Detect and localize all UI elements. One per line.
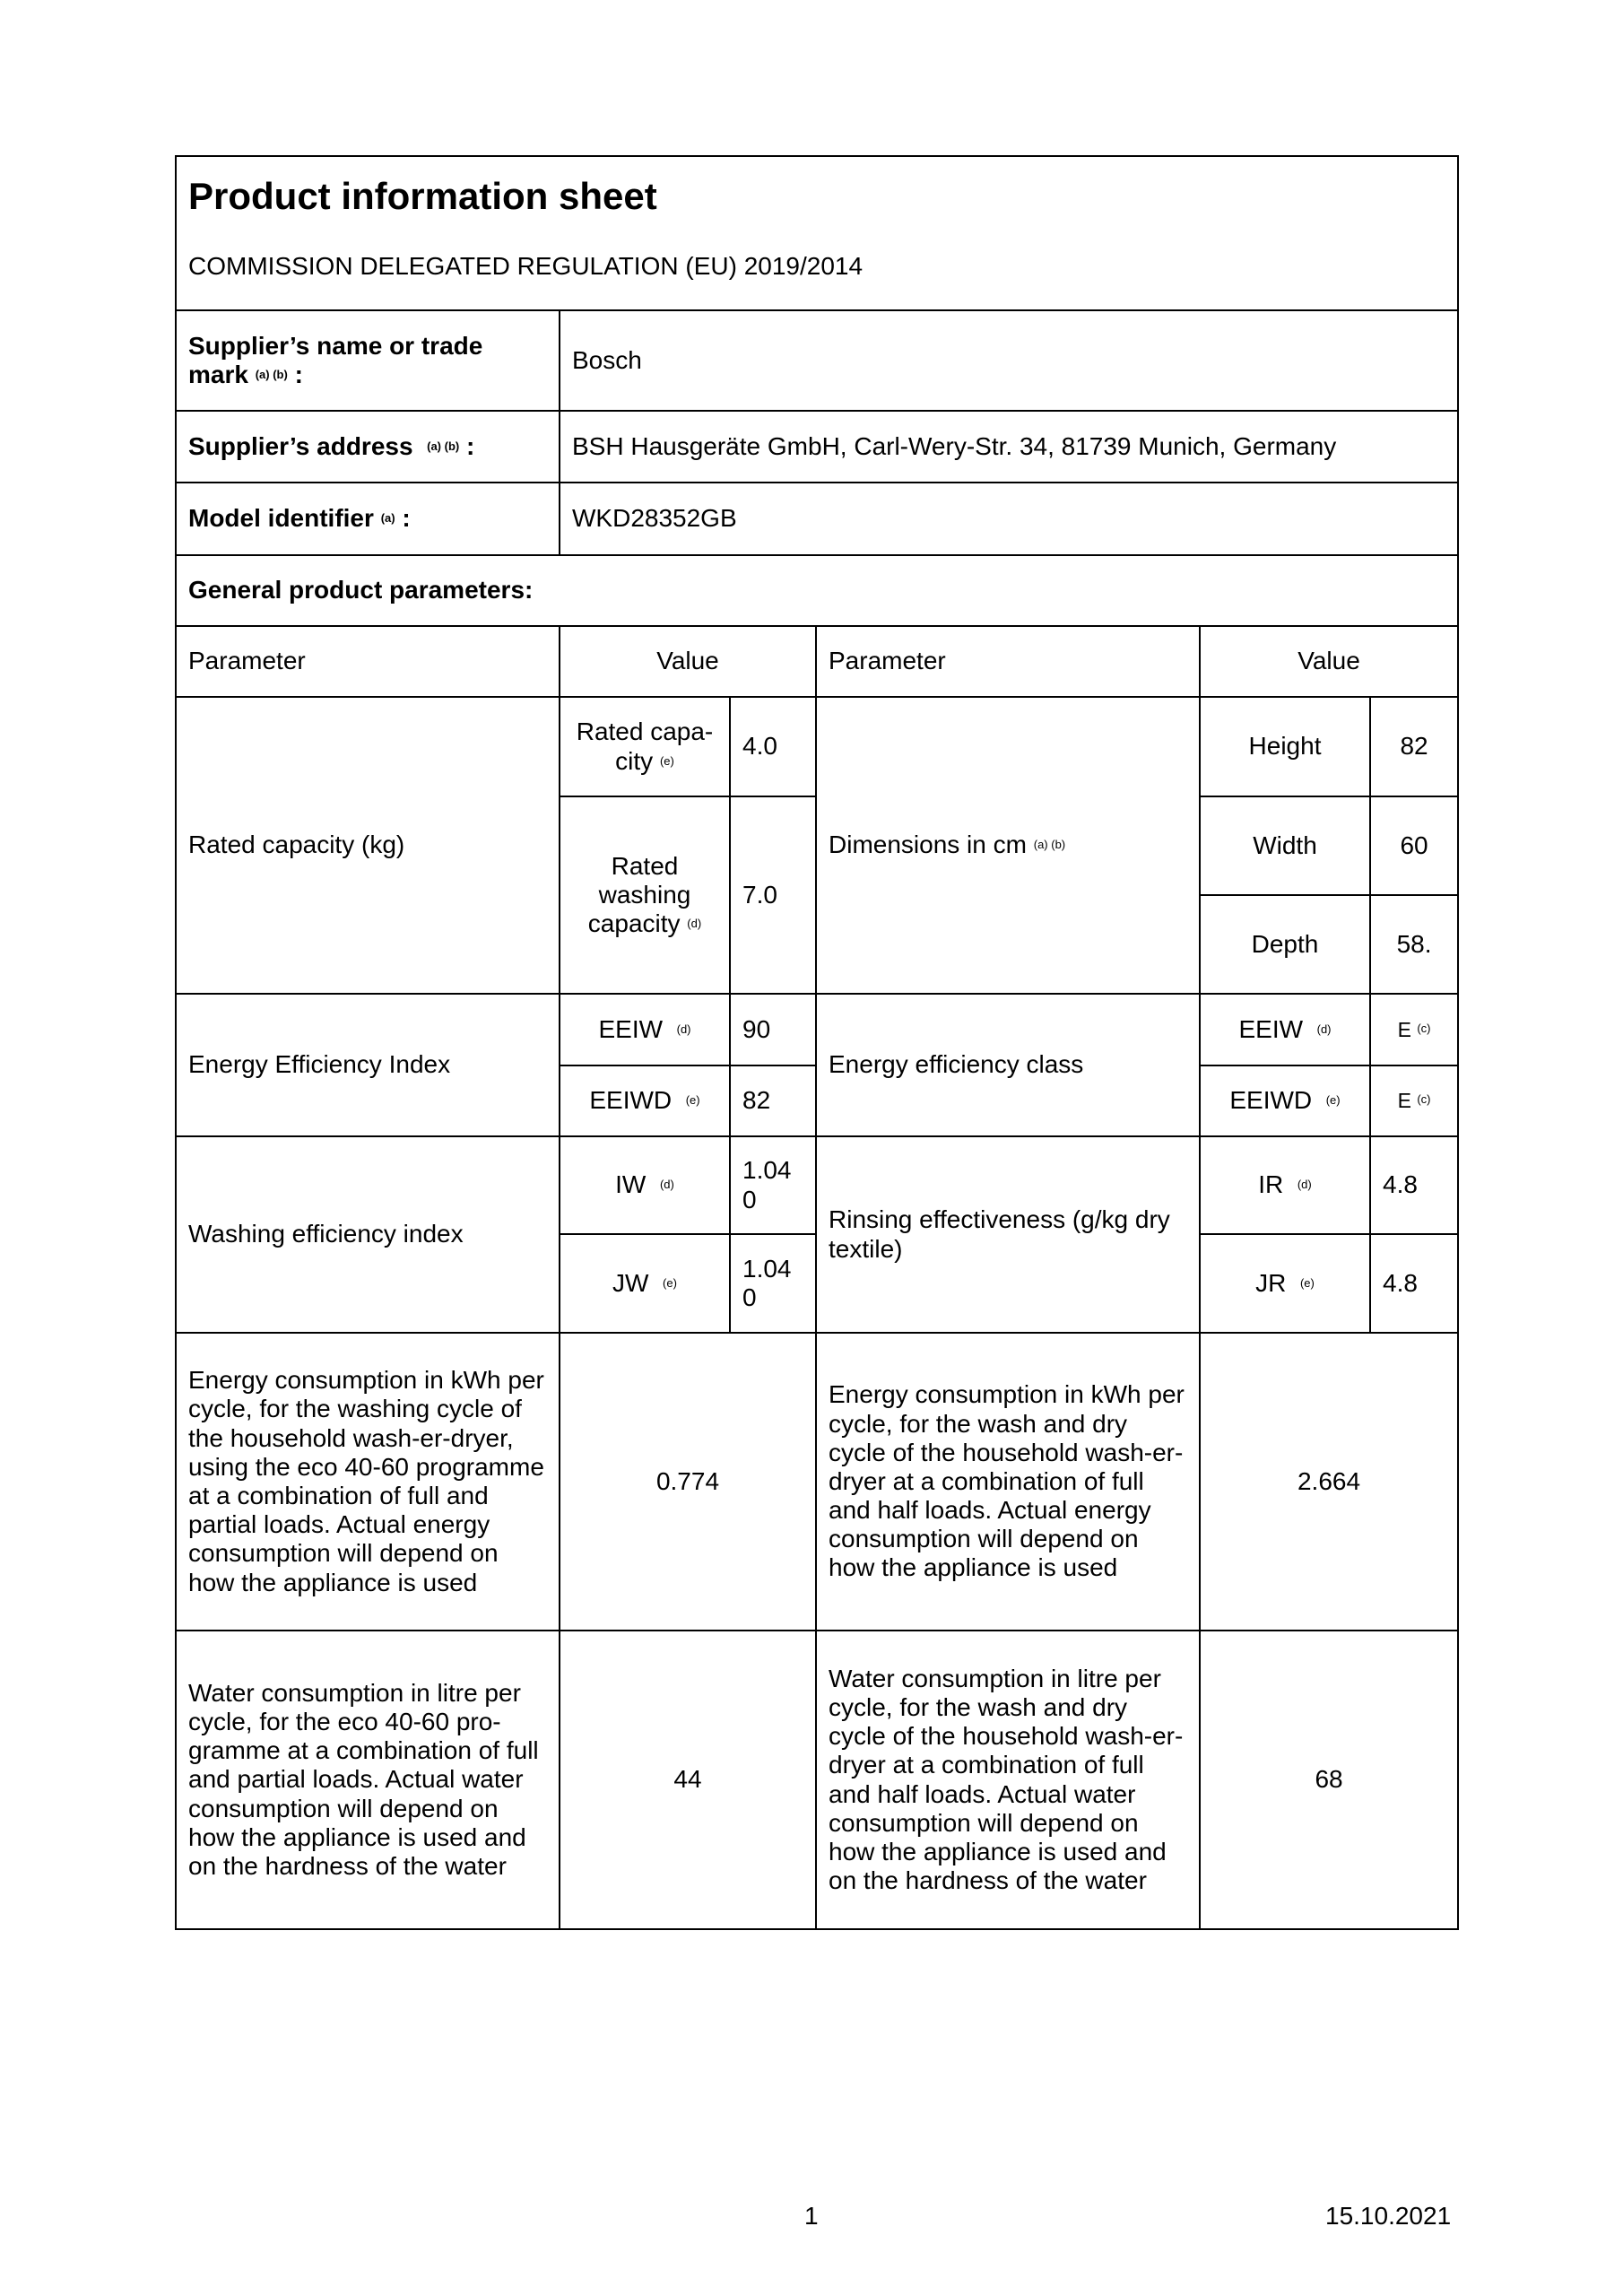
jr-label: JR $^{(e)}$ [1200,1234,1370,1333]
water-consumption-row [176,1631,1458,1929]
general-parameters-row [176,555,1458,626]
depth-value: 58. [1370,895,1458,994]
rinsing-effectiveness-label: Rinsing effectiveness (g/kg dry textile) [816,1136,1200,1333]
water-consumption-washdry-value: 68 [1200,1631,1458,1929]
iw-label: IW $^{(d)}$ [560,1136,730,1234]
class-eeiw-label: EEIW $^{(d)}$ [1200,994,1370,1065]
height-value: 82 [1370,697,1458,796]
energy-consumption-washing-label: Energy consumption in kWh per cycle, for the washing cycle of the household wash-er-dryer, using the eco 40-60 programme at a combination of full and partial loads. Actual energy consumption will depend on how the appliance is used [176,1333,560,1631]
class-eeiwd-label: EEIWD $^{(e)}$ [1200,1065,1370,1136]
water-consumption-washing-value: 44 [560,1631,816,1929]
jw-label: JW $^{(e)}$ [560,1234,730,1333]
dimensions-label: Dimensions in cm $^{(a) (b)}$ [816,697,1200,994]
regulation-subtitle: COMMISSION DELEGATED REGULATION (EU) 2019/2014 [188,252,864,281]
column-header-value: Value [560,626,816,697]
title-row [176,156,1458,310]
rated-washing-capacity-value: 7.0 [730,796,816,994]
energy-efficiency-row-1 [176,994,1458,1065]
supplier-name-value: Bosch [560,310,1458,411]
class-eeiw-value: E $^{(c)}$ [1370,994,1458,1065]
rated-drying-capacity-label: Rated capa-city $^{(e)}$ [560,697,730,796]
column-header-parameter-2: Parameter [816,626,1200,697]
model-identifier-label: Model identifier $^{(a)}$ : [176,483,560,555]
page-number: 1 [804,2202,819,2230]
general-parameters-heading: General product parameters: [176,555,1458,626]
column-header-parameter: Parameter [176,626,560,697]
energy-consumption-washdry-label: Energy consumption in kWh per cycle, for the wash and dry cycle of the household wash-er-dryer at a combination of full and half loads. Actual energy consumption will depend on how the appliance is used [816,1333,1200,1631]
rated-capacity-label: Rated capacity (kg) [176,697,560,994]
jr-value: 4.8 [1370,1234,1458,1333]
rated-drying-capacity-value: 4.0 [730,697,816,796]
eeiwd-value: 82 [730,1065,816,1136]
iw-value: 1.04 0 [730,1136,816,1234]
energy-consumption-washdry-value: 2.664 [1200,1333,1458,1631]
washing-efficiency-label: Washing efficiency index [176,1136,560,1333]
class-eeiwd-value: E $^{(c)}$ [1370,1065,1458,1136]
energy-efficiency-class-label: Energy efficiency class [816,994,1200,1136]
rated-washing-capacity-label: Rated washing capacity $^{(d)}$ [560,796,730,994]
width-value: 60 [1370,796,1458,895]
supplier-name-row [176,310,1458,411]
product-information-table [175,155,1459,1930]
energy-efficiency-index-label: Energy Efficiency Index [176,994,560,1136]
supplier-address-label: Supplier’s address $^{(a) (b)}$ : [176,411,560,483]
model-identifier-row [176,483,1458,555]
water-consumption-washdry-label: Water consumption in litre per cycle, for the wash and dry cycle of the household wash-er-dryer at a combination of full and half loads. Actual water consumption will depend on how the appliance is used and on the hardness of the water [816,1631,1200,1929]
column-header-value-2: Value [1200,626,1458,697]
footer-date: 15.10.2021 [1325,2202,1452,2230]
model-identifier-value: WKD28352GB [560,483,1458,555]
column-header-row [176,626,1458,697]
rated-capacity-row-1 [176,697,1458,796]
water-consumption-washing-label: Water consumption in litre per cycle, for the eco 40-60 pro-gramme at a combination of full and partial loads. Actual water consumption will depend on how the appliance is used and on the hardness of the water [176,1631,560,1929]
energy-consumption-washing-value: 0.774 [560,1333,816,1631]
page-title: Product information sheet [188,175,657,217]
supplier-address-value: BSH Hausgeräte GmbH, Carl-Wery-Str. 34, 81739 Munich, Germany [560,411,1458,483]
jw-value: 1.04 0 [730,1234,816,1333]
eeiw-label: EEIW $^{(d)}$ [560,994,730,1065]
width-label: Width [1200,796,1370,895]
depth-label: Depth [1200,895,1370,994]
title-cell [176,156,1458,310]
supplier-address-row [176,411,1458,483]
energy-consumption-row [176,1333,1458,1631]
eeiwd-label: EEIWD $^{(e)}$ [560,1065,730,1136]
eeiw-value: 90 [730,994,816,1065]
ir-value: 4.8 [1370,1136,1458,1234]
height-label: Height [1200,697,1370,796]
washing-efficiency-row-1 [176,1136,1458,1234]
ir-label: IR $^{(d)}$ [1200,1136,1370,1234]
supplier-name-label: Supplier’s name or trade mark $^{(a) (b)}$ : [176,310,560,411]
